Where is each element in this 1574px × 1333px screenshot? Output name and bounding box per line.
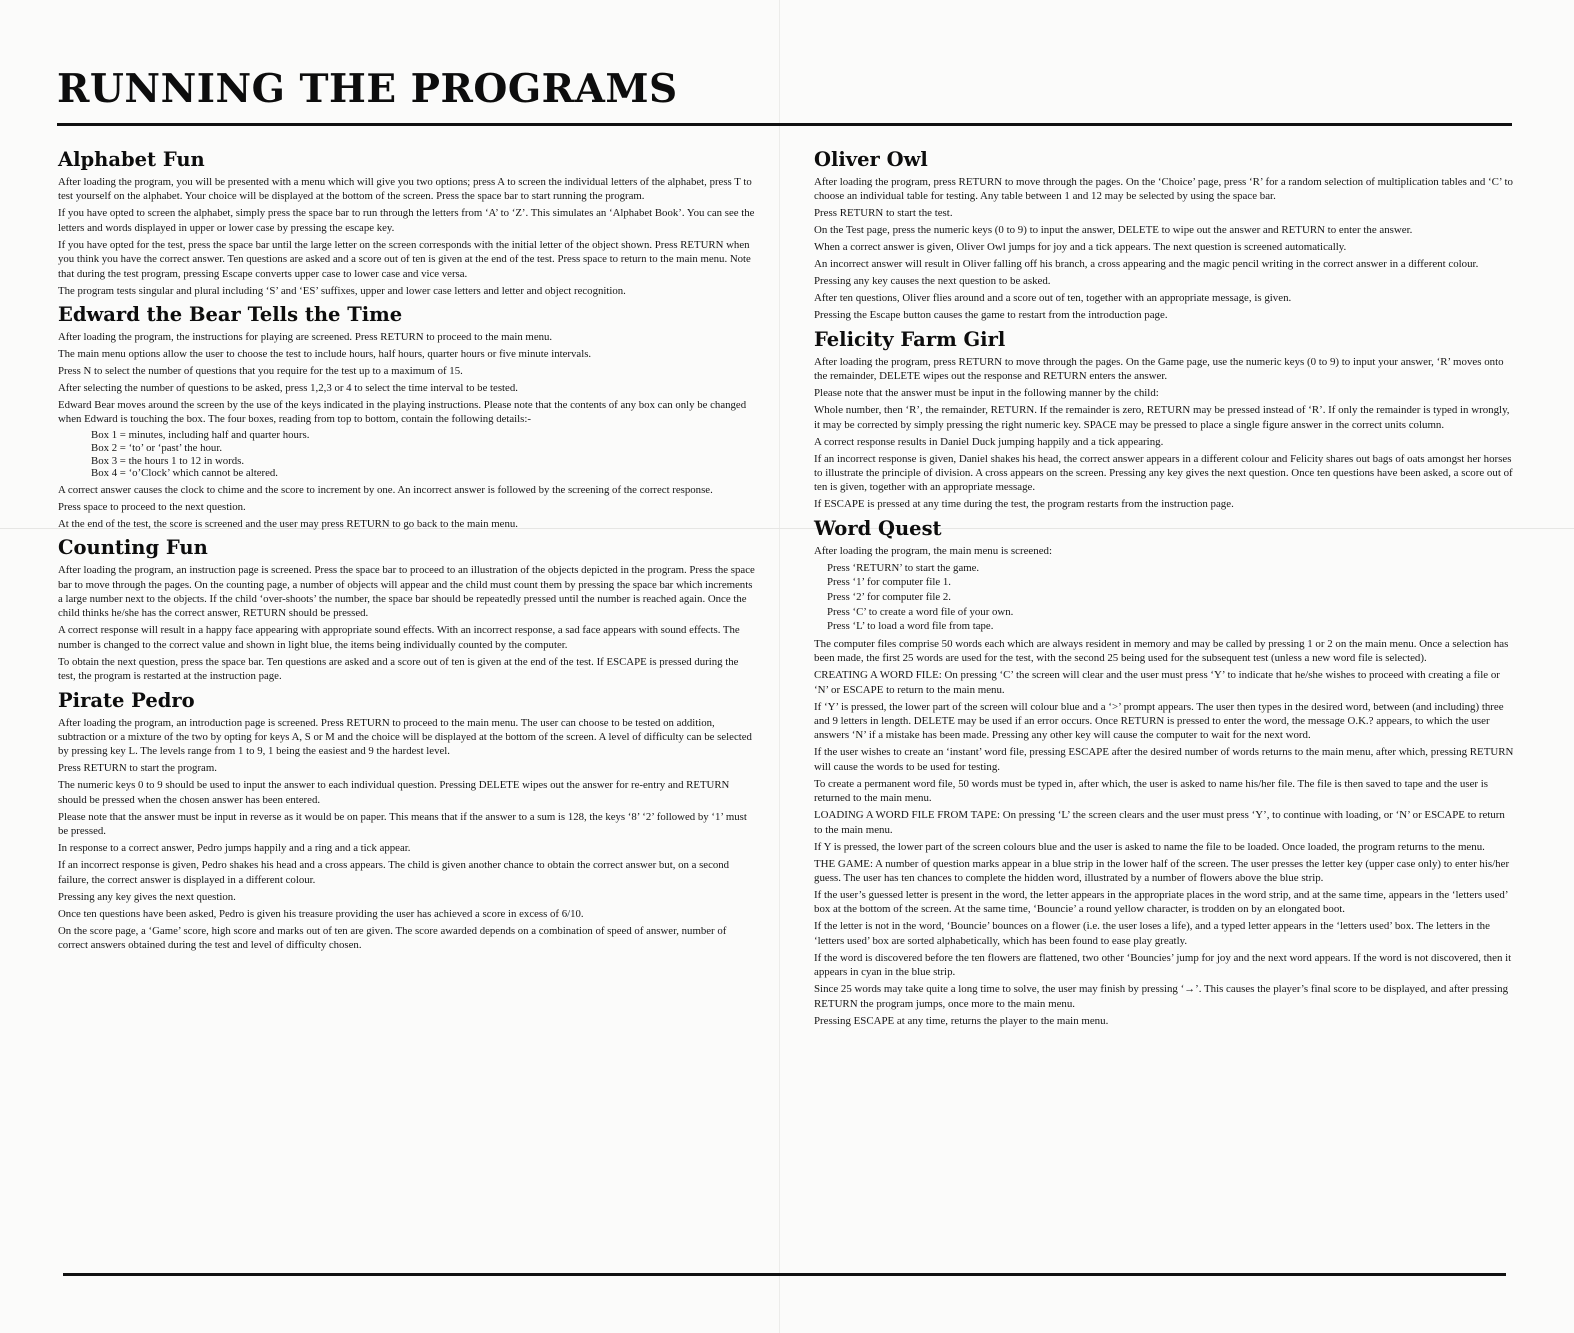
paragraph: LOADING A WORD FILE FROM TAPE: On pressing ‘L’ the screen clears and the user must press ‘Y’, to continue with loading, or ‘N’ or ESCAPE to return to the main menu. <box>814 809 1505 836</box>
list-item: Press ‘C’ to create a word file of your own. <box>827 605 1014 618</box>
paragraph: After loading the program, press RETURN to move through the pages. On the Game page, use the numeric keys (0 to 9) to input your answer, ‘R’ moves onto the remainder, DELETE wipes out the response and RETURN enters the answer. <box>814 355 1504 383</box>
list-item: Box 2 = ‘to’ or ‘past’ the hour. <box>91 442 223 455</box>
list-item: Box 3 = the hours 1 to 12 in words. <box>91 454 245 467</box>
paragraph: A correct answer causes the clock to chime and the score to increment by one. An incorrect answer is followed by the screening of the correct response. <box>58 483 713 496</box>
paragraph: After loading the program, an instruction page is screened. Press the space bar to proceed to an illustration of the objects depicted in the program. Press the space bar to move through the pages. On the counting page, a number of objects will appear and the child must count them by pressing the space bar which increments a large number next to the objects. If the child ‘over-shoots’ the number, the space bar should be repeatedly pressed until the number is reached again. Once the child thinks he/she has the correct answer, RETURN should be pressed. <box>58 564 755 620</box>
section-heading: Edward the Bear Tells the Time <box>58 303 403 327</box>
section-heading: Counting Fun <box>58 536 208 560</box>
paragraph: If the word is discovered before the ten flowers are flattened, two other ‘Bouncies’ jump for joy and the next word appears. If the word is not discovered, then it appears in cyan in the blue strip. <box>814 951 1512 979</box>
section-counting-fun <box>58 536 758 683</box>
list-item: Press ‘2’ for computer file 2. <box>827 591 951 604</box>
paragraph: Please note that the answer must be input in reverse as it would be on paper. This means that if the answer to a sum is 128, the keys ‘8’ ‘2’ followed by ‘1’ must be pressed. <box>58 810 747 838</box>
paragraph: CREATING A WORD FILE: On pressing ‘C’ the screen will clear and the user must press ‘Y’ to indicate that he/she wishes to proceed with creating a file or ‘N’ or ESCAPE to return to the main menu. <box>814 669 1500 696</box>
paragraph: Pressing ESCAPE at any time, returns the player to the main menu. <box>814 1014 1109 1027</box>
menu-list <box>814 561 1514 634</box>
section-pirate-pedro <box>58 689 758 953</box>
paragraph: Since 25 words may take quite a long time to solve, the user may finish by pressing ‘→’. This causes the player’s final score to be displayed, and after pressing RETURN the program jumps, once more to the main menu. <box>814 983 1509 1010</box>
paragraph: At the end of the test, the score is screened and the user may press RETURN to go back to the main menu. <box>58 517 518 530</box>
paragraph: To create a permanent word file, 50 words must be typed in, after which, the user is asked to name his/her file. The file is then saved to tape and the user is returned to the main menu. <box>814 777 1489 805</box>
list-item: Press ‘RETURN’ to start the game. <box>827 561 980 574</box>
paragraph: After loading the program, the main menu is screened: <box>814 544 1053 557</box>
list-item: Press ‘L’ to load a word file from tape. <box>827 620 994 633</box>
section-heading: Word Quest <box>814 516 942 540</box>
paragraph: The program tests singular and plural including ‘S’ and ‘ES’ suffixes, upper and lower case letters and letter and object recognition. <box>58 284 626 297</box>
paragraph: When a correct answer is given, Oliver Owl jumps for joy and a tick appears. The next question is screened automatically. <box>814 241 1347 254</box>
paragraph: If the user wishes to create an ‘instant’ word file, pressing ESCAPE after the desired number of words returns to the main menu, after which, pressing RETURN will cause the words to be used for testing. <box>814 746 1514 773</box>
section-word-quest <box>814 517 1514 1028</box>
paragraph: The numeric keys 0 to 9 should be used to input the answer to each individual question. Pressing DELETE wipes out the answer for re-entry and RETURN should be pressed when the chosen answer has been entered. <box>58 779 730 806</box>
box-list <box>58 429 758 479</box>
paragraph: Press RETURN to start the program. <box>58 762 217 775</box>
paragraph: The main menu options allow the user to choose the test to include hours, half hours, quarter hours or five minute intervals. <box>58 348 592 361</box>
paragraph: If you have opted for the test, press the space bar until the large letter on the screen corresponds with the initial letter of the object shown. Press RETURN when you think you have the correct answer. Ten questions are asked and a score out of ten is given at the end of the test. Press space to return to the main menu. Note that during the test program, pressing Escape converts upper case to lower case and vice versa. <box>58 238 751 280</box>
section-alphabet-fun <box>58 148 758 298</box>
paragraph: If ‘Y’ is pressed, the lower part of the screen will colour blue and a ‘>’ prompt appears. The user then types in the desired word, between (and including) three and 9 letters in length. DELETE may be used if an error occurs. Once RETURN is pressed to enter the word, the message O.K.? appears, to which the user answers ‘N’ if a mistake has been made. Pressing any other key will cause the computer to wait for the next word. <box>814 700 1504 742</box>
paragraph: If the user’s guessed letter is present in the word, the letter appears in the appropriate places in the word strip, and at the same time, appears in the ‘letters used’ box at the bottom of the screen. At the same time, ‘Bouncie’ a round yellow character, is trodden on by an elongated boot. <box>814 889 1508 916</box>
section-heading: Alphabet Fun <box>58 148 205 171</box>
paragraph: After loading the program, press RETURN to move through the pages. On the ‘Choice’ page, press ‘R’ for a random selection of multiplication tables and ‘C’ to choose an individual table for testing. Any table between 1 and 12 may be selected by using the space bar. <box>814 176 1513 203</box>
bottom-rule <box>63 1273 1506 1276</box>
paragraph: Once ten questions have been asked, Pedro is given his treasure providing the user has achieved a score in excess of 6/10. <box>58 907 584 920</box>
paragraph: If ESCAPE is pressed at any time during the test, the program restarts from the instruction page. <box>814 498 1234 511</box>
paragraph: Press N to select the number of questions that you require for the test up to a maximum of 15. <box>58 365 463 378</box>
list-item: Box 4 = ‘o’Clock’ which cannot be altered. <box>91 467 278 480</box>
paragraph: Pressing any key gives the next question. <box>58 890 236 903</box>
paragraph: An incorrect answer will result in Oliver falling off his branch, a cross appearing and the magic pencil writing in the correct answer in a different colour. <box>814 258 1479 271</box>
paragraph: THE GAME: A number of question marks appear in a blue strip in the lower half of the screen. The user presses the letter key (upper case only) to enter his/her guess. The user has ten chances to complete the hidden word, illustrated by a number of flowers above the blue strip. <box>814 857 1510 885</box>
page-fold <box>779 0 780 1333</box>
paragraph: If the letter is not in the word, ‘Bouncie’ bounces on a flower (i.e. the user loses a life), and a typed letter appears in the ‘letters used’ box. The letters in the ‘letters used’ box are sorted alphabetically, which has been found to ease play greatly. <box>814 920 1490 947</box>
left-column <box>58 148 758 958</box>
paragraph: On the Test page, press the numeric keys (0 to 9) to input the answer, DELETE to wipe out the answer and RETURN to enter the answer. <box>814 224 1413 237</box>
paragraph: The computer files comprise 50 words each which are always resident in memory and may be called by pressing 1 or 2 on the main menu. Once a selection has been made, the first 25 words are used for the test, with the second 25 being used for the subsequent test (unless a new word file is selected). <box>814 637 1509 665</box>
paragraph: If an incorrect response is given, Pedro shakes his head and a cross appears. The child is given another chance to obtain the correct answer but, on a second failure, the correct answer is displayed in a different colour. <box>58 859 730 886</box>
section-edward-the-bear <box>58 303 758 531</box>
paragraph: After loading the program, the instructions for playing are screened. Press RETURN to proceed to the main menu. <box>58 331 553 344</box>
title-rule <box>57 123 1512 126</box>
paragraph: Pressing any key causes the next question to be asked. <box>814 275 1051 288</box>
page-title: RUNNING THE PROGRAMS <box>57 66 678 112</box>
paragraph: If you have opted to screen the alphabet, simply press the space bar to run through the letters from ‘A’ to ‘Z’. This simulates an ‘Alphabet Book’. You can see the letters and words displayed in upper or lower case by pressing the escape key. <box>58 207 755 234</box>
right-column <box>814 148 1514 1033</box>
paragraph: After loading the program, an introduction page is screened. Press RETURN to proceed to the main menu. The user can choose to be tested on addition, subtraction or a mixture of the two by opting for keys A, S or M and the choice will be displayed at the bottom of the screen. A level of difficulty can be selected by pressing key L. The levels range from 1 to 9, 1 being the easiest and 9 the hardest level. <box>58 716 752 758</box>
paragraph: Please note that the answer must be input in the following manner by the child: <box>814 387 1159 400</box>
paragraph: After selecting the number of questions to be asked, press 1,2,3 or 4 to select the time interval to be tested. <box>58 382 518 395</box>
paragraph: A correct response will result in a happy face appearing with appropriate sound effects. With an incorrect response, a sad face appears with sound effects. The number is changed to the correct value and shown in light blue, the items being individually counted by the computer. <box>58 624 740 651</box>
list-item: Press ‘1’ for computer file 1. <box>827 576 951 589</box>
paragraph: In response to a correct answer, Pedro jumps happily and a ring and a tick appear. <box>58 842 411 855</box>
paragraph: Pressing the Escape button causes the game to restart from the introduction page. <box>814 309 1168 322</box>
paragraph: On the score page, a ‘Game’ score, high score and marks out of ten are given. The score awarded depends on a combination of speed of answer, number of correct answers obtained during the test and level of difficulty chosen. <box>58 924 727 952</box>
paragraph: Edward Bear moves around the screen by the use of the keys indicated in the playing instructions. Please note that the contents of any box can only be changed when Edward is touching the box. The four boxes, reading from top to bottom, contain the following details:- <box>58 399 747 426</box>
paragraph: Press RETURN to start the test. <box>814 207 953 220</box>
paragraph: A correct response results in Daniel Duck jumping happily and a tick appearing. <box>814 435 1164 448</box>
paragraph: After ten questions, Oliver flies around and a score out of ten, together with an appropriate message, is given. <box>814 292 1292 305</box>
paragraph: If an incorrect response is given, Daniel shakes his head, the correct answer appears in a different colour and Felicity shares out bags of oats amongst her horses to illustrate the principle of division. A cross appears on the screen. Pressing any key gives the next question. Once ten questions have been asked, a score out of ten is given, together with an appropriate message. <box>814 452 1513 494</box>
section-heading: Pirate Pedro <box>58 688 195 712</box>
paragraph: Press space to proceed to the next question. <box>58 500 246 513</box>
section-heading: Felicity Farm Girl <box>814 327 1006 351</box>
section-heading: Oliver Owl <box>814 148 928 171</box>
paragraph: To obtain the next question, press the space bar. Ten questions are asked and a score out of ten is given at the end of the test. If ESCAPE is pressed during the test, the program is restarted at the instruction page. <box>58 655 739 683</box>
paragraph: If Y is pressed, the lower part of the screen colours blue and the user is asked to name the file to be loaded. Once loaded, the program returns to the menu. <box>814 840 1485 853</box>
section-felicity-farm-girl <box>814 328 1514 512</box>
paragraph: Whole number, then ‘R’, the remainder, RETURN. If the remainder is zero, RETURN may be pressed instead of ‘R’. If only the remainder is typed in wrongly, it may be corrected by simply pressing the right numeric key. SPACE may be pressed to place a single figure answer in the correct units column. <box>814 404 1510 431</box>
paragraph: After loading the program, you will be presented with a menu which will give you two options; press A to screen the individual letters of the alphabet, press T to test yourself on the alphabet. Your choice will be displayed at the bottom of the screen. Press the space bar to start running the program. <box>58 176 752 203</box>
section-oliver-owl <box>814 148 1514 323</box>
list-item: Box 1 = minutes, including half and quarter hours. <box>91 429 310 442</box>
